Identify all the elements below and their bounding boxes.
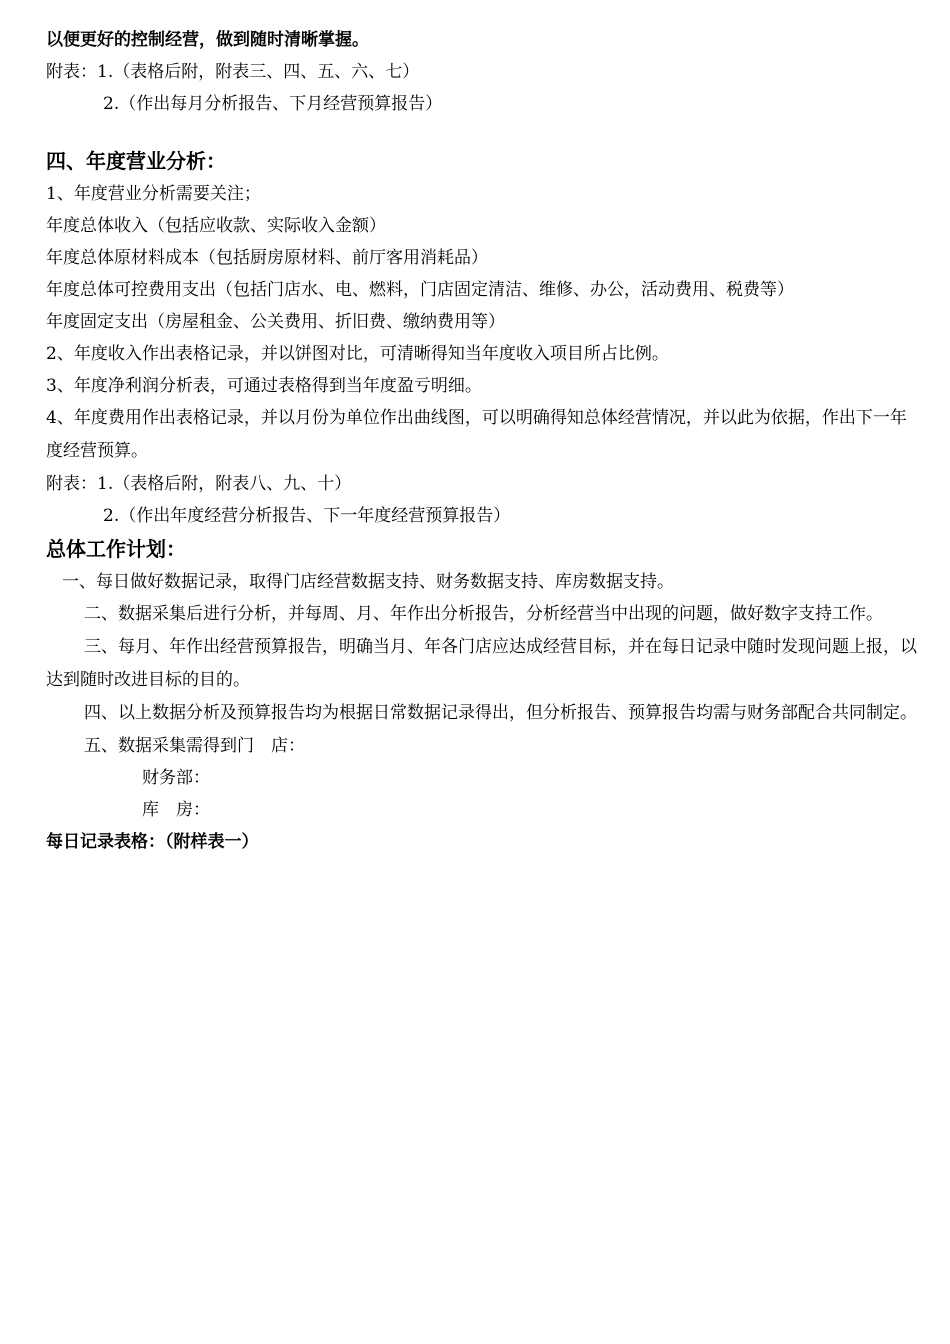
intro-closing-line: 以便更好的控制经营，做到随时清晰掌握。 xyxy=(46,30,369,50)
annual-item-1: 1、年度营业分析需要关注； xyxy=(46,184,261,204)
annual-focus-controllable: 年度总体可控费用支出（包括门店水、电、燃料，门店固定清洁、维修、办公，活动费用、税费等） xyxy=(46,280,794,300)
intro-attachment-2: 2.（作出每月分析报告、下月经营预算报告） xyxy=(103,94,443,114)
intro-attachment-1: 附表：1.（表格后附，附表三、四、五、六、七） xyxy=(46,62,420,82)
plan-paragraph-2: 二、数据采集后进行分析，并每周、月、年作出分析报告，分析经营当中出现的问题，做好数字支持工作。 xyxy=(84,604,883,624)
plan-finance-dept: 财务部： xyxy=(142,768,210,788)
annual-focus-revenue: 年度总体收入（包括应收款、实际收入金额） xyxy=(46,216,386,236)
plan-storage: 库 房： xyxy=(142,800,210,820)
plan-paragraph-1: 一、每日做好数据记录，取得门店经营数据支持、财务数据支持、库房数据支持。 xyxy=(62,572,674,592)
annual-item-3: 3、年度净利润分析表，可通过表格得到当年度盈亏明细。 xyxy=(46,376,482,396)
annual-attachment-1: 附表：1.（表格后附，附表八、九、十） xyxy=(46,474,352,494)
plan-paragraph-5: 五、数据采集需得到门 店： xyxy=(84,736,305,756)
annual-item-2: 2、年度收入作出表格记录，并以饼图对比，可清晰得知当年度收入项目所占比例。 xyxy=(46,344,669,364)
plan-paragraph-3: 三、每月、年作出经营预算报告，明确当月、年各门店应达成经营目标，并在每日记录中随时发现问题上报，以达到随时改进目标的目的。 xyxy=(46,637,917,690)
annual-item-4: 4、年度费用作出表格记录，并以月份为单位作出曲线图，可以明确得知总体经营情况，并以此为依据，作出下一年度经营预算。 xyxy=(46,408,907,461)
plan-paragraph-4: 四、以上数据分析及预算报告均为根据日常数据记录得出，但分析报告、预算报告均需与财务部配合共同制定。 xyxy=(84,703,917,723)
overall-plan-heading: 总体工作计划： xyxy=(46,537,186,561)
daily-record-table-label: 每日记录表格：（附样表一） xyxy=(46,832,259,852)
annual-focus-materials: 年度总体原材料成本（包括厨房原材料、前厅客用消耗品） xyxy=(46,248,488,268)
annual-attachment-2: 2.（作出年度经营分析报告、下一年度经营预算报告） xyxy=(103,506,511,526)
annual-analysis-heading: 四、年度营业分析： xyxy=(46,149,226,173)
annual-focus-fixed: 年度固定支出（房屋租金、公关费用、折旧费、缴纳费用等） xyxy=(46,312,505,332)
document-page xyxy=(46,24,918,858)
